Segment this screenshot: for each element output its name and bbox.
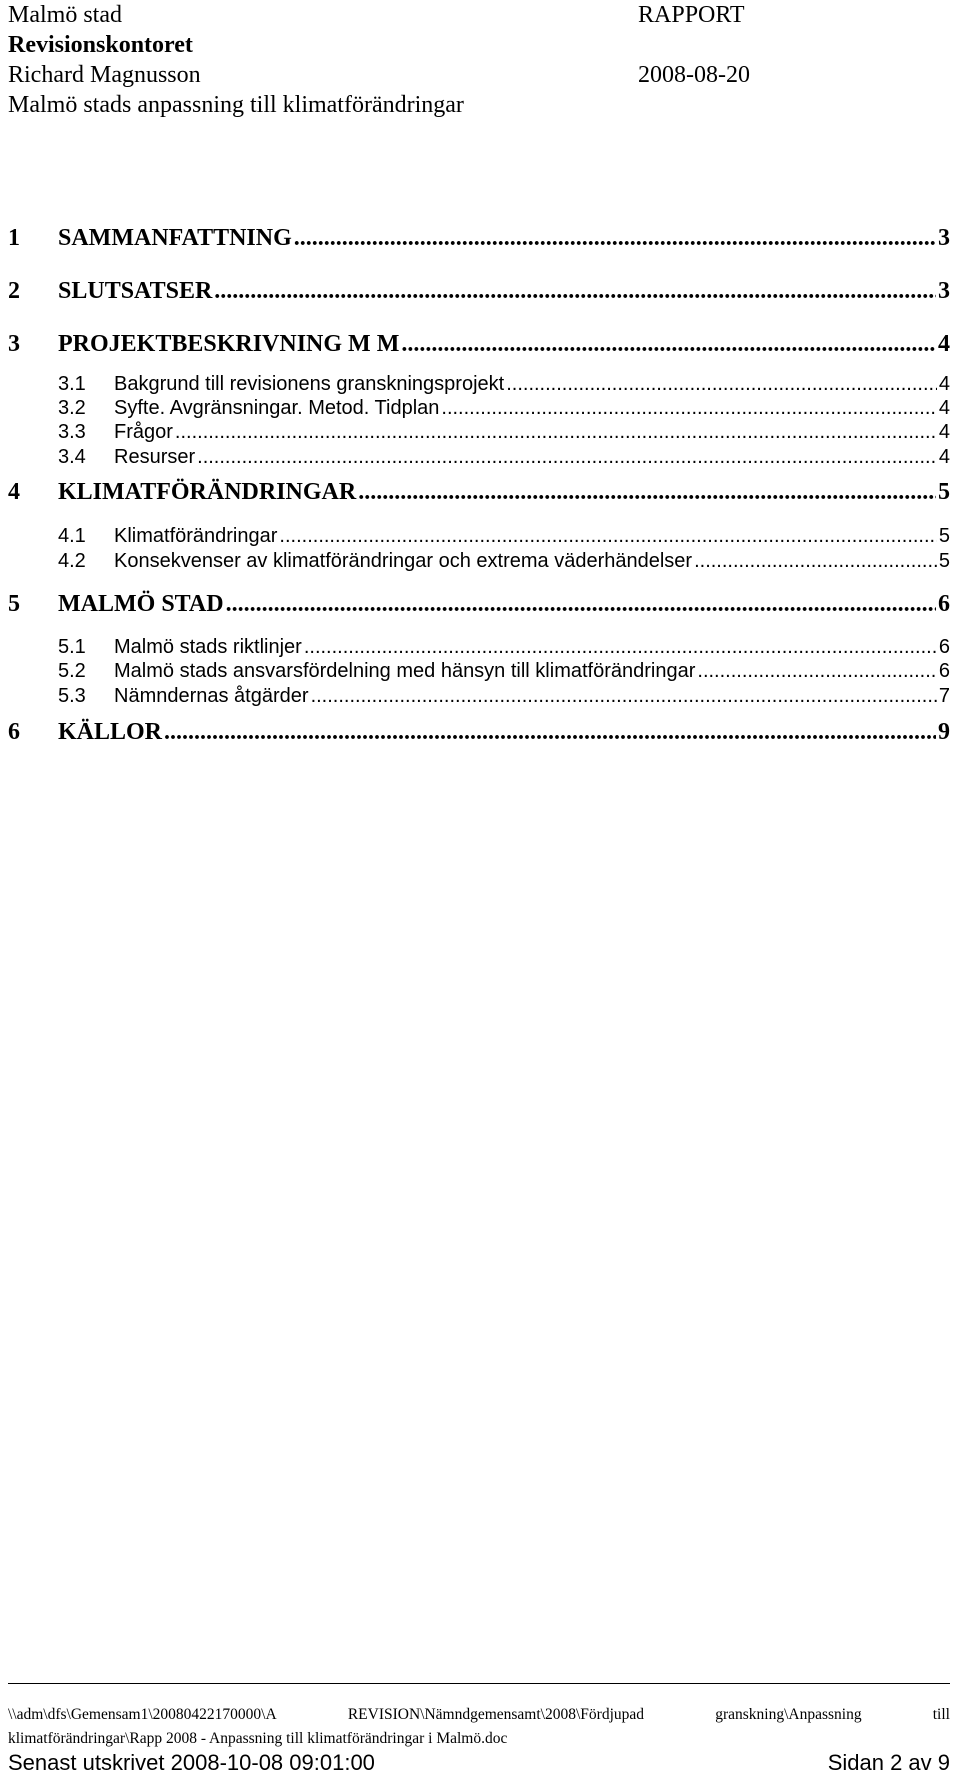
toc-entry-number: 5.1	[58, 636, 86, 658]
toc-dot-leader	[164, 719, 936, 746]
toc-entry-page: 4	[938, 421, 950, 443]
header-row-1	[8, 0, 768, 30]
toc-entry-page: 6	[938, 636, 950, 658]
toc-section-entry[interactable]	[8, 373, 950, 396]
toc-entry-title: SAMMANFATTNING	[58, 225, 292, 251]
toc-chapter-entry[interactable]	[8, 719, 950, 746]
toc-entry-title: KÄLLOR	[58, 719, 163, 745]
toc-chapter-entry[interactable]	[8, 591, 950, 618]
footer-file-path	[8, 1706, 950, 1724]
toc-entry-title: PROJEKTBESKRIVNING M M	[58, 331, 400, 357]
toc-dot-leader	[441, 397, 936, 420]
toc-entry-number: 6	[8, 719, 20, 745]
toc-dot-leader	[694, 550, 937, 573]
toc-dot-leader	[279, 525, 936, 548]
toc-entry-page: 5	[938, 550, 950, 572]
author-name: Richard Magnusson	[8, 62, 201, 88]
toc-entry-title: Frågor	[114, 421, 173, 443]
toc-section-entry[interactable]	[8, 550, 950, 573]
footer-divider	[8, 1683, 950, 1684]
toc-section-entry[interactable]	[8, 446, 950, 469]
toc-entry-number: 4	[8, 479, 20, 505]
page-number: Sidan 2 av 9	[827, 1750, 950, 1775]
toc-entry-title: Klimatförändringar	[114, 525, 278, 547]
toc-dot-leader	[294, 225, 936, 252]
header-row-2	[8, 30, 768, 60]
document-type: RAPPORT	[638, 2, 745, 28]
document-header	[8, 0, 768, 120]
toc-entry-number: 5.2	[58, 660, 86, 682]
toc-entry-number: 2	[8, 278, 20, 304]
toc-entry-number: 5	[8, 591, 20, 617]
toc-section-entry[interactable]	[8, 397, 950, 420]
toc-entry-page: 4	[938, 331, 950, 357]
toc-section-entry[interactable]	[8, 421, 950, 444]
toc-dot-leader	[697, 660, 936, 683]
toc-entry-number: 5.3	[58, 685, 86, 707]
footer-path-part-2: REVISION\Nämndgemensamt\2008\Fördjupad	[347, 1706, 645, 1723]
toc-entry-title: Bakgrund till revisionens granskningsprojekt	[114, 373, 505, 395]
toc-entry-title: Konsekvenser av klimatförändringar och extrema väderhändelser	[114, 550, 693, 572]
toc-entry-page: 3	[938, 278, 950, 304]
header-row-4	[8, 90, 768, 120]
toc-section-entry[interactable]	[8, 685, 950, 708]
toc-entry-number: 4.2	[58, 550, 86, 572]
toc-entry-number: 3.4	[58, 446, 86, 468]
toc-chapter-entry[interactable]	[8, 331, 950, 358]
footer-path-part-1: \\adm\dfs\Gemensam1\20080422170000\A	[8, 1706, 277, 1723]
toc-entry-page: 6	[938, 660, 950, 682]
header-row-3	[8, 60, 768, 90]
toc-dot-leader	[175, 421, 937, 444]
toc-entry-title: Nämndernas åtgärder	[114, 685, 309, 707]
toc-entry-page: 4	[938, 397, 950, 419]
footer-file-name: klimatförändringar\Rapp 2008 - Anpassning till klimatförändringar i Malmö.doc	[8, 1730, 508, 1747]
document-subject: Malmö stads anpassning till klimatförändringar	[8, 92, 464, 118]
footer-path-part-3: granskning\Anpassning	[715, 1706, 862, 1723]
toc-entry-title: MALMÖ STAD	[58, 591, 224, 617]
toc-entry-title: Malmö stads riktlinjer	[114, 636, 302, 658]
toc-entry-title: Malmö stads ansvarsfördelning med hänsyn till klimatförändringar	[114, 660, 696, 682]
toc-dot-leader	[226, 591, 936, 618]
toc-dot-leader	[304, 636, 937, 659]
footer-path-part-4: till	[932, 1706, 950, 1723]
toc-dot-leader	[506, 373, 937, 396]
toc-section-entry[interactable]	[8, 525, 950, 548]
toc-dot-leader	[197, 446, 937, 469]
toc-chapter-entry[interactable]	[8, 479, 950, 506]
office-name: Revisionskontoret	[8, 32, 193, 58]
toc-entry-page: 6	[938, 591, 950, 617]
toc-dot-leader	[358, 479, 936, 506]
toc-entry-title: Resurser	[114, 446, 196, 468]
toc-chapter-entry[interactable]	[8, 225, 950, 252]
print-timestamp: Senast utskrivet 2008-10-08 09:01:00	[8, 1750, 375, 1775]
toc-entry-number: 1	[8, 225, 20, 251]
toc-dot-leader	[401, 331, 936, 358]
toc-entry-page: 4	[938, 446, 950, 468]
toc-entry-title: SLUTSATSER	[58, 278, 213, 304]
toc-entry-number: 4.1	[58, 525, 86, 547]
footer-bottom-line	[8, 1750, 950, 1776]
toc-entry-number: 3.3	[58, 421, 86, 443]
toc-entry-title: KLIMATFÖRÄNDRINGAR	[58, 479, 357, 505]
toc-dot-leader	[214, 278, 936, 305]
toc-entry-number: 3	[8, 331, 20, 357]
toc-entry-number: 3.1	[58, 373, 86, 395]
document-date: 2008-08-20	[638, 62, 750, 88]
toc-section-entry[interactable]	[8, 636, 950, 659]
toc-entry-page: 7	[938, 685, 950, 707]
toc-entry-page: 3	[938, 225, 950, 251]
toc-entry-page: 4	[938, 373, 950, 395]
toc-entry-page: 9	[938, 719, 950, 745]
organization-name: Malmö stad	[8, 2, 122, 28]
toc-chapter-entry[interactable]	[8, 278, 950, 305]
toc-section-entry[interactable]	[8, 660, 950, 683]
toc-dot-leader	[311, 685, 937, 708]
toc-entry-page: 5	[938, 525, 950, 547]
toc-entry-number: 3.2	[58, 397, 86, 419]
toc-entry-page: 5	[938, 479, 950, 505]
toc-entry-title: Syfte. Avgränsningar. Metod. Tidplan	[114, 397, 440, 419]
